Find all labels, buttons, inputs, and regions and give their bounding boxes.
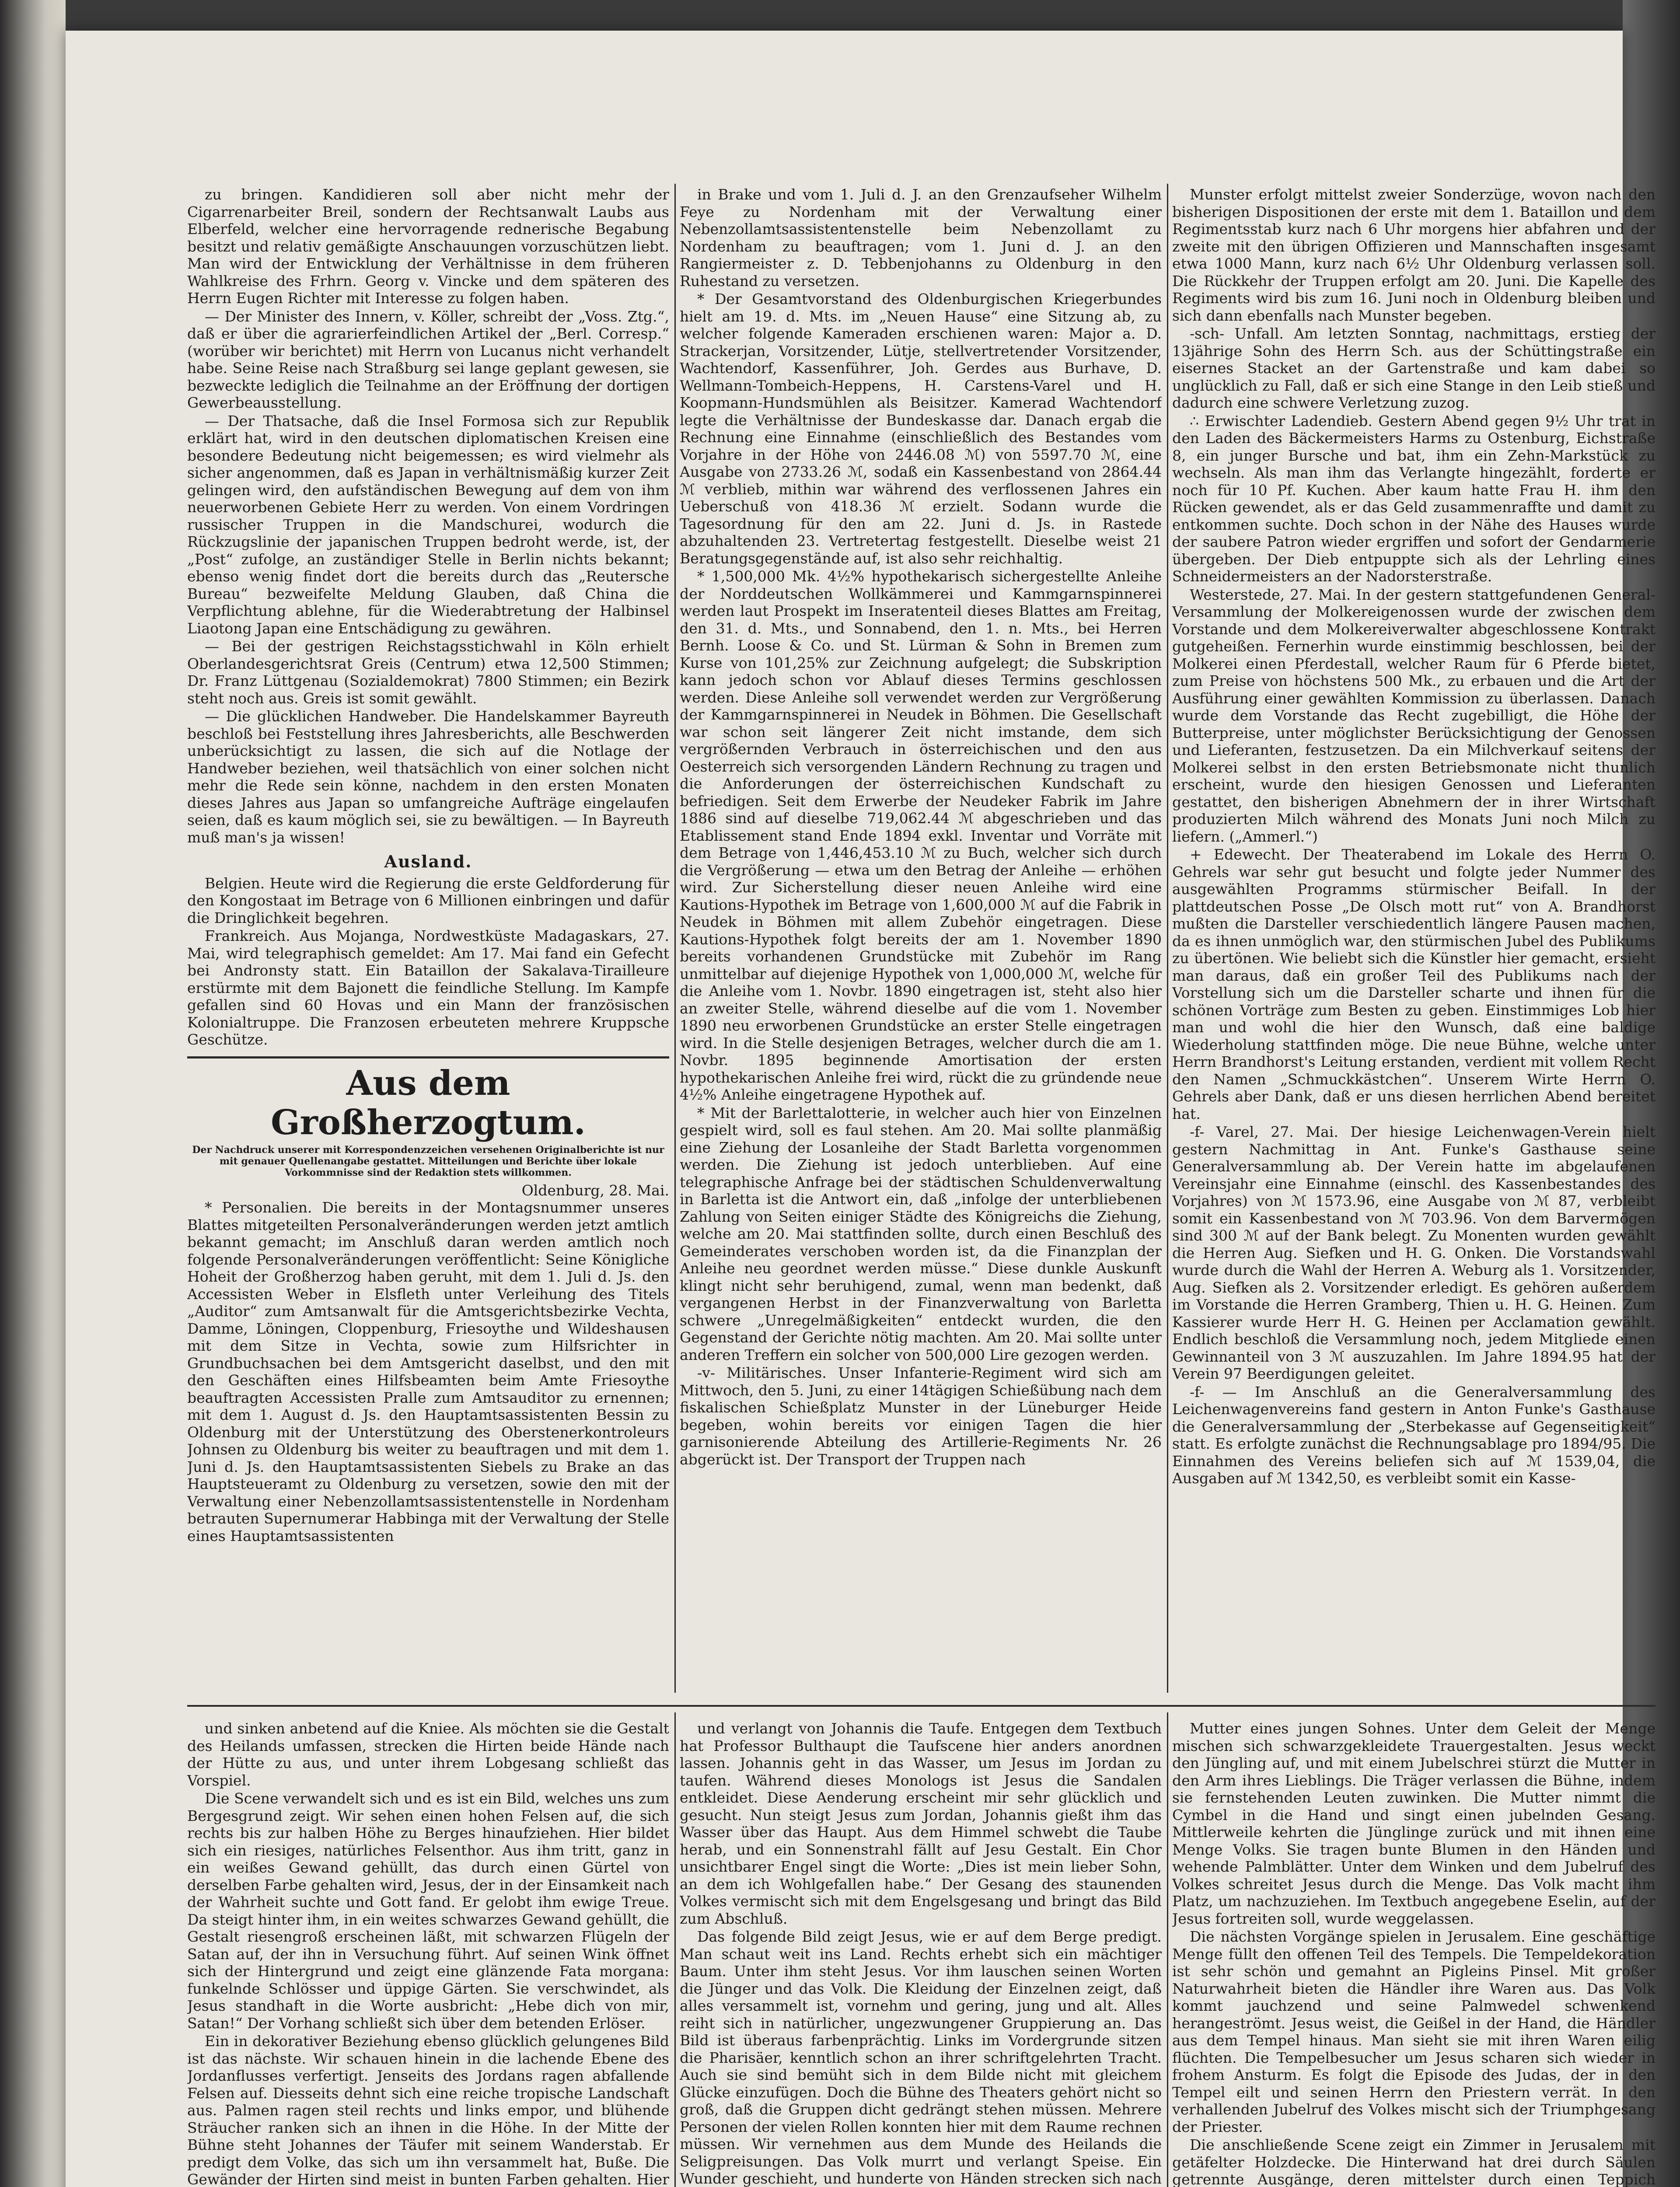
article-paragraph: Belgien. Heute wird die Regierung die erste Geldforderung für den Kongostaat im Betrage von 6 Millionen einbringen und dafür die Dringlichkeit begehren. xyxy=(187,874,669,926)
column-divider xyxy=(674,1712,676,2187)
article-paragraph: -f- — Im Anschluß an die Generalversammlung des Leichenwagenvereins fand gestern in Anton Funke's Gasthause die Generalversammlung der „Sterbekasse auf Gegenseitigkeit“ statt. Es erfolgte zunächst die Rechnungsablage pro 1894/95. Die Einnahmen des Vereins beliefen sich auf ℳ 1539,04, die Ausgaben auf ℳ 1342,50, es verbleibt somit ein Kasse- xyxy=(1172,1383,1656,1487)
column-divider xyxy=(1167,1712,1168,2187)
article-paragraph: — Der Thatsache, daß die Insel Formosa sich zur Republik erklärt hat, wird in den deutschen diplomatischen Kreisen eine besondere Bedeutung nicht beigemessen; es wird vielmehr als sicher angenommen, daß es Japan in verhältnismäßig kurzer Zeit gelingen wird, den aufständischen Bewegung auf dem von ihm neuerworbenen Gebiete Herr zu werden. Von einem Vordringen russischer Truppen in die Mandschurei, wodurch die Rückzugslinie der japanischen Truppen bedroht werde, ist, der „Post“ zufolge, an zuständiger Stelle in Berlin nichts bekannt; ebenso wenig findet dort die bereits durch das „Reutersche Bureau“ bezweifelte Meldung Glauben, daß China die Verpflichtung ablehne, für die Wiederabtretung der Halbinsel Liaotong Japan eine Entschädigung zu gewähren. xyxy=(187,412,669,637)
article-paragraph: Mutter eines jungen Sohnes. Unter dem Geleit der Menge mischen sich schwarzgekleidete Trauergestalten. Jesus weckt den Jüngling auf, und mit einem Jubelschrei stürzt die Mutter in den Arm ihres Lieblings. Die Träger verlassen die Bühne, indem sie fernstehenden Leuten zuwinken. Die Mutter nimmt die Cymbel in die Hand und singt einen jubelnden Gesang. Mittlerweile kehrten die Jünglinge zurück und mit ihnen eine Menge Volks. Sie tragen bunte Blumen in den Händen und wehende Palmblätter. Unter dem Winken und dem Jubelruf des Volkes schreitet Jesus durch die Menge. Das Volk macht ihm Platz, um nachzuziehen. Im Textbuch angegebene Eselin, auf der Jesus fortreiten soll, wurde weggelassen. xyxy=(1172,1720,1656,1927)
article-paragraph: Ein in dekorativer Beziehung ebenso glücklich gelungenes Bild ist das nächste. Wir schauen hinein in die lachende Ebene des Jordanflusses verfertigt. Jenseits des Jordans ragen abfallende Felsen auf. Diesseits dehnt sich eine reiche tropische Landschaft aus. Palmen ragen steil rechts und links empor, und blühende Sträucher ranken sich an ihnen in die Höhe. In der Mitte der Bühne steht Johannes der Täufer mit seinem Wanderstab. Er predigt dem Volke, das sich um ihn versammelt hat, Buße. Die Gewänder der Hirten sind meist in bunten Farben gehalten. Hier xyxy=(187,2033,669,2187)
feuilleton-column-3 xyxy=(1172,1720,1656,2187)
column-2 xyxy=(680,186,1162,1691)
column-1 xyxy=(187,186,669,1691)
article-paragraph: Frankreich. Aus Mojanga, Nordwestküste Madagaskars, 27. Mai, wird telegraphisch gemeldet: Am 17. Mai fand ein Gefecht bei Andronsty statt. Ein Bataillon der Sakalava-Tirailleure erstürmte mit dem Bajonett die feindliche Stellung. Im Kampfe gefallen sind 60 Hovas und ein Mann der französischen Kolonialtruppe. Die Franzosen erbeuteten mehrere Kruppsche Geschütze. xyxy=(187,927,669,1048)
column-divider xyxy=(674,184,676,1693)
article-paragraph: Das folgende Bild zeigt Jesus, wie er auf dem Berge predigt. Man schaut weit ins Land. Rechts erhebt sich ein mächtiger Baum. Unter ihm steht Jesus. Vor ihm lauschen seinen Worten die Jünger und das Volk. Die Kleidung der Einzelnen zeigt, daß alles versammelt ist, vornehm und gering, jung und alt. Alles reiht sich in natürlicher, ungezwungener Gruppierung an. Das Bild ist überaus farbenprächtig. Links im Vordergrunde sitzen die Pharisäer, kenntlich schon an ihrer schriftgelehrten Tracht. Auch sie sind bemüht sich in dem Bilde nicht mit gleichem Glücke einzufügen. Doch die Bühne des Theaters gehört nicht so groß, daß die Gruppen dicht gedrängt stehen müssen. Mehrere Personen der vielen Rollen konnten hier mit dem Raume rechnen müssen. Wir vernehmen aus dem Munde des Heilands die Seligpreisungen. Das Volk murrt und verlangt Speise. Ein Wunder geschieht, und hunderte von Händen strecken sich nach xyxy=(680,1928,1162,2187)
article-paragraph: + Edewecht. Der Theaterabend im Lokale des Herrn O. Gehrels war sehr gut besucht und folgte jeder Nummer des ausgewählten Programms stürmischer Beifall. In der plattdeutschen Posse „De Olsch mott rut“ von A. Brandhorst mußten die Darsteller verschiedentlich längere Pausen machen, da es ihnen unmöglich war, den stürmischen Jubel des Publikums zu übertönen. Wie beliebt sich die Künstler hier gemacht, ersieht man daraus, daß ein großer Teil des Publikums nach der Vorstellung sich um die Darsteller scharte und ihnen für die schönen Vorträge zum Besten zu geben. Einstimmiges Lob hier man und wohl die hier den Wunsch, daß eine baldige Wiederholung stattfinden möge. Die neue Bühne, welche unter Herrn Brandhorst's Leitung erstanden, verdient mit vollem Recht den Namen „Schmuckkästchen“. Unserem Wirte Herrn O. Gehrels aber Dank, daß er uns diesen herrlichen Abend bereitet hat. xyxy=(1172,846,1656,1122)
newspaper-page xyxy=(66,31,1656,2187)
article-paragraph: ∴ Erwischter Ladendieb. Gestern Abend gegen 9½ Uhr trat in den Laden des Bäckermeisters Harms zu Ostenburg, Eichstraße 8, ein junger Bursche und bat, ihm ein Zehn-Markstück zu wechseln. Als man ihm das Verlangte hingezählt, forderte er noch für 10 Pf. Kuchen. Aber kaum hatte Frau H. ihm den Rücken gewendet, als er das Geld zusammenraffte und damit zu entkommen suchte. Doch schon in der Nähe des Hauses wurde der saubere Patron wieder ergriffen und sofort der Gendarmerie übergeben. Der Dieb entpuppte sich als der Lehrling eines Schneidermeisters an der Nadorsterstraße. xyxy=(1172,412,1656,585)
article-paragraph: * 1,500,000 Mk. 4½% hypothekarisch sichergestellte Anleihe der Norddeutschen Wollkämmerei und Kammgarnspinnerei werden laut Prospekt im Inseratenteil dieses Blattes am Freitag, den 31. d. Mts., und Sonnabend, den 1. n. Mts., bei Herren Bernh. Loose & Co. und St. Lürman & Sohn in Bremen zum Kurse von 101,25% zur Zeichnung aufgelegt; die Subskription kann jedoch schon vor Ablauf dieses Termins geschlossen werden. Diese Anleihe soll verwendet werden zur Vergrößerung der Kammgarnspinnerei in Neudek in Böhmen. Die Gesellschaft war schon seit längerer Zeit nicht imstande, dem sich vergrößernden Verbrauch in österreichischen und den aus Oesterreich sich versorgenden Ländern Rechnung zu tragen und die Anforderungen der österreichischen Kundschaft zu befriedigen. Seit dem Erwerbe der Neudeker Fabrik im Jahre 1886 sind auf dieselbe 719,062.44 ℳ abgeschrieben und das Etablissement stand Ende 1894 exkl. Inventar und Vorräte mit dem Betrage von 1,446,453.10 ℳ zu Buch, welcher sich durch die Vergrößerung — etwa um den Betrag der Anleihe — erhöhen wird. Zur Sicherstellung dieser neuen Anleihe wird eine Kautions-Hypothek im Betrage von 1,600,000 ℳ auf die Fabrik in Neudek in Böhmen mit allem Zubehör eingetragen. Diese Kautions-Hypothek folgt bereits der am 1. November 1890 bereits vorhandenen Grundstücke mit Zubehör im Rang unmittelbar auf diejenige Hypothek von 1,000,000 ℳ, welche für die Anleihe vom 1. Novbr. 1890 eingetragen ist, steht also hier an zweiter Stelle, während dieselbe auf die vom 1. November 1890 neu erworbenen Grundstücke an erster Stelle eingetragen wird. In die Stelle desjenigen Betrages, welcher durch die am 1. Novbr. 1895 beginnende Amortisation der ersten hypothekarischen Anleihe frei wird, rückt die zu gründende neue 4½% Anleihe eingetragene Hypothek auf. xyxy=(680,568,1162,1103)
article-paragraph: -f- Varel, 27. Mai. Der hiesige Leichenwagen-Verein hielt gestern Nachmittag in Ant. Funke's Gasthause seine Generalversammlung ab. Der Verein hatte im abgelaufenen Vereinsjahr eine Einnahme (einschl. des Kassenbestandes des Vorjahres) von ℳ 1573.96, eine Ausgabe von ℳ 87, verbleibt somit ein Kassenbestand von ℳ 703.96. Von dem Barvermögen sind 300 ℳ auf der Bank belegt. Zu Monenten wurden gewählt die Herren Aug. Siefken und H. G. Onken. Die Vorstandswahl wurde durch die Wahl der Herren A. Weburg als 1. Vorsitzender, Aug. Siefken als 2. Vorsitzender erledigt. Es gehören außerdem im Vorstande die Herren Gramberg, Thien u. H. G. Heinen. Zum Kassierer wurde Herr H. G. Heinen per Acclamation gewählt. Endlich beschloß die Versammlung noch, jedem Mitgliede einen Gewinnanteil von 3 ℳ auszuzahlen. Im Jahre 1894.95 hat der Verein 97 Beerdigungen geleitet. xyxy=(1172,1123,1656,1382)
article-paragraph: * Der Gesamtvorstand des Oldenburgischen Kriegerbundes hielt am 19. d. Mts. im „Neuen Hause“ eine Sitzung ab, zu welcher folgende Kameraden erschienen waren: Major a. D. Strackerjan, Vorsitzender, Lütje, stellvertretender Vorsitzender, Wachtendorf, Kassenführer, Joh. Gerdes aus Burhave, D. Wellmann-Tombeich-Heppens, H. Carstens-Varel und H. Koopmann-Hundsmühlen als Beisitzer. Kamerad Wachtendorf legte die Verhältnisse der Bundeskasse dar. Danach ergab die Rechnung eine Einnahme (einschließlich des Bestandes vom Vorjahre in der Höhe von 2446.08 ℳ) von 5597.70 ℳ, eine Ausgabe von 2733.26 ℳ, sodaß ein Kassenbestand von 2864.44 ℳ verblieb, mithin war während des verflossenen Jahres ein Ueberschuß von 418.36 ℳ erzielt. Sodann wurde die Tagesordnung für den am 22. Juni d. Js. in Rastede abzuhaltenden 23. Vertretertag festgestellt. Dieselbe weist 21 Beratungsgegenstände auf, ist also sehr reichhaltig. xyxy=(680,290,1162,567)
column-divider xyxy=(1167,184,1168,1693)
feuilleton-column-2 xyxy=(680,1720,1162,2187)
article-paragraph: — Bei der gestrigen Reichstagsstichwahl in Köln erhielt Oberlandesgerichtsrat Greis (Centrum) etwa 12,500 Stimmen; Dr. Franz Lüttgenau (Sozialdemokrat) 7800 Stimmen; ein Bezirk steht noch aus. Greis ist somit gewählt. xyxy=(187,638,669,707)
dateline: Oldenburg, 28. Mai. xyxy=(521,1181,669,1199)
section-heading-grossherzogtum: Aus dem Großherzogtum. xyxy=(187,1056,669,1142)
article-paragraph: in Brake und vom 1. Juli d. J. an den Grenzaufseher Wilhelm Feye zu Nordenham mit der Verwaltung einer Nebenzollamtsassistentenstelle beim Nebenzollamt zu Nordenham zu beauftragen; vom 1. Juni d. J. an den Rangiermeister z. D. Tebbenjohanns zu Oldenburg in den Ruhestand zu versetzen. xyxy=(680,186,1162,290)
article-paragraph: * Mit der Barlettalotterie, in welcher auch hier von Einzelnen gespielt wird, soll es faul stehen. Am 20. Mai sollte planmäßig eine Ziehung der Losanleihe der Stadt Barletta vorgenommen werden. Die Ziehung ist jedoch unterblieben. Auf eine telegraphische Anfrage bei der städtischen Schuldenverwaltung in Barletta ist die Antwort ein, daß „infolge der unterbliebenen Zahlung von Seiten einiger Städte des Königreichs die Ziehung, welche am 20. Mai stattfinden sollte, durch einen Beschluß des Gemeinderates verschoben worden ist, da die Finanzplan der Anleihe neu geordnet werden müsse.“ Diese dunkle Auskunft klingt nicht sehr beruhigend, zumal, wenn man bedenkt, daß vergangenen Herbst in der Finanzverwaltung von Barletta schwere „Unregelmäßigkeiten“ entdeckt wurden, die den Gegenstand der Gerichte nötig machten. Am 20. Mai sollte unter anderen Treffern ein solcher von 500,000 Lire gezogen werden. xyxy=(680,1104,1162,1363)
article-paragraph: Die Scene verwandelt sich und es ist ein Bild, welches uns zum Bergesgrund zeigt. Wir sehen einen hohen Felsen auf, die sich rechts bis zur halben Höhe zu Berges hinaufziehen. Hier bildet sich ein riesiges, natürliches Felsenthor. Aus ihm tritt, ganz in ein weißes Gewand gehüllt, das durch einen Gürtel von derselben Farbe gehalten wird, Jesus, der in der Einsamkeit nach der Wahrheit suchte und Gott fand. Er gelobt ihm ewige Treue. Da steigt hinter ihm, in ein weites schwarzes Gewand gehüllt, die Gestalt riesengroß erscheinen läßt, mit schwarzen Flügeln der Satan auf, der ihn in Versuchung führt. Auf seinen Wink öffnet sich der Hintergrund und zeigt eine glänzende Fata morgana: funkelnde Schlösser und üppige Gärten. Sie verschwindet, als Jesus standhaft in die Worte ausbricht: „Hebe dich von mir, Satan!“ Der Vorhang schließt sich über dem betenden Erlöser. xyxy=(187,1790,669,2032)
article-paragraph: Die nächsten Vorgänge spielen in Jerusalem. Eine geschäftige Menge füllt den offenen Teil des Tempels. Die Tempeldekoration ist sehr schön und gemahnt an Pigleins Pinsel. Mit großer Naturwahrheit bieten die Händler ihre Waren aus. Das Volk kommt jauchzend und seine Palmwedel schwenkend herangeströmt. Jesus weist, die Geißel in der Hand, die Händler aus dem Tempel hinaus. Man sieht sie mit ihren Waren eilig flüchten. Die Tempelbesucher um Jesus scharen sich wieder in frohem Ansturm. Es folgt die Episode des Judas, der in den Tempel eilt und seinen Herrn den Priestern verrät. In den verhallenden Jubelruf des Volkes mischt sich der Triumphgesang der Priester. xyxy=(1172,1928,1656,2135)
article-paragraph: — Die glücklichen Handweber. Die Handelskammer Bayreuth beschloß bei Feststellung ihres Jahresberichts, alle Beschwerden unberücksichtigt zu lassen, die sich auf die Notlage der Handweber beziehen, weil thatsächlich von einer solchen nicht mehr die Rede sein könne, nachdem in den ersten Monaten dieses Jahres aus Japan so umfangreiche Aufträge eingelaufen seien, daß es kaum möglich sei, sie zu bewältigen. — In Bayreuth muß man's ja wissen! xyxy=(187,708,669,846)
reprint-note: Der Nachdruck unserer mit Korrespondenzzeichen versehenen Originalberichte ist nur mit genauer Quellenangabe gestattet. Mitteilungen und Berichte über lokale Vorkommnisse sind der Redaktion stets willkommen. xyxy=(192,1144,664,1178)
book-binding-edge xyxy=(0,0,66,2187)
article-paragraph: und verlangt von Johannis die Taufe. Entgegen dem Textbuch hat Professor Bulthaupt die Taufscene hier anders anordnen lassen. Johannis geht in das Wasser, um Jesus im Jordan zu taufen. Während dieses Monologs ist Jesus die Sandalen entkleidet. Diese Aenderung erscheint mir sehr glücklich und gesucht. Nun steigt Jesus zum Jordan, Johannis gießt ihm das Wasser über das Haupt. Aus dem Himmel schwebt die Taube herab, und ein Sonnenstrahl fällt auf Jesu Gestalt. Ein Chor unsichtbarer Engel singt die Worte: „Dies ist mein lieber Sohn, an dem ich Wohlgefallen habe.“ Der Gesang des staunenden Volkes vermischt sich mit dem Engelsgesang und bringt das Bild zum Abschluß. xyxy=(680,1720,1162,1927)
article-paragraph: -v- Militärisches. Unser Infanterie-Regiment wird sich am Mittwoch, den 5. Juni, zu einer 14tägigen Schießübung nach dem fiskalischen Schießplatz Munster in der Lüneburger Heide begeben, wohin bereits vor einigen Tagen die hier garnisonierende Abteilung des Artillerie-Regiments Nr. 26 abgerückt ist. Der Transport der Truppen nach xyxy=(680,1364,1162,1468)
article-paragraph: Westerstede, 27. Mai. In der gestern stattgefundenen General-Versammlung der Molkereigenossen wurde der zwischen dem Vorstande und dem Molkereiverwalter abgeschlossene Kontrakt gutgeheißen. Fernerhin wurde einstimmig beschlossen, bei der Molkerei einen Pferdestall, welcher Raum für 6 Pferde bietet, zum Preise von höchstens 500 Mk., zu erbauen und die Art der Ausführung einer gewählten Kommission zu überlassen. Danach wurde dem Vorstande das Recht zugebilligt, die Höhe der Butterpreise, unter möglichster Berücksichtigung der Genossen und Lieferanten, festzusetzen. Da ein Milchverkauf seitens der Molkerei selbst in den ersten Betriebsmonate nicht thunlich erscheint, wurde den hiesigen Genossen und Lieferanten gestattet, den bisherigen Abnehmern der in ihrer Wirtschaft produzierten Milch während des Monats Juni noch Milch zu liefern. („Ammerl.“) xyxy=(1172,586,1656,845)
article-paragraph: — Der Minister des Innern, v. Köller, schreibt der „Voss. Ztg.“, daß er über die agrarierfeindlichen Artikel der „Berl. Corresp.“ (worüber wir berichtet) mit Herrn von Lucanus nicht verhandelt habe. Seine Reise nach Straßburg sei lange geplant gewesen, sie bezweckte lediglich die Teilnahme an der Eröffnung der dortigen Gewerbeausstellung. xyxy=(187,307,669,411)
article-paragraph: zu bringen. Kandidieren soll aber nicht mehr der Cigarrenarbeiter Breil, sondern der Rechtsanwalt Laubs aus Elberfeld, welcher eine hervorragende rednerische Begabung besitzt und relativ gemäßigte Anschauungen vorzuschützen liebt. Man wird der Entwicklung der Verhältnisse in dem früheren Wahlkreise des Frhrn. Georg v. Vincke und dem späteren des Herrn Eugen Richter mit Interesse zu folgen haben. xyxy=(187,186,669,307)
article-paragraph: * Personalien. Die bereits in der Montagsnummer unseres Blattes mitgeteilten Personalveränderungen werden jetzt amtlich bekannt gemacht; im Anschluß daran werden amtlich noch folgende Personalveränderungen veröffentlicht: Seine Königliche Hoheit der Großherzog haben geruht, mit dem 1. Juli d. Js. den Accessisten Weber in Elsfleth unter Verleihung des Titels „Auditor“ zum Amtsanwalt für die Amtsgerichtsbezirke Vechta, Damme, Löningen, Cloppenburg, Friesoythe und Wildeshausen mit dem Sitze in Vechta, sowie zum Hilfsrichter in Grundbuchsachen bei dem Amtsgericht daselbst, und den mit den Geschäften eines Hilfsbeamten beim Amte Friesoythe beauftragten Accessisten Pralle zum Amtsauditor zu ernennen; mit dem 1. August d. Js. den Hauptamtsassistenten Bessin zu Oldenburg mit der Unterstützung des Oberstenerkontroleurs Johnsen zu Oldenburg bis weiter zu beauftragen und mit dem 1. Juni d. Js. den Hauptamtsassistenten Siebels zu Brake an das Hauptsteueramt zu Oldenburg zu versetzen, sowie den mit der Verwaltung einer Nebenzollamtsassistentenstelle in Nordenham betrauten Supernumerar Habbinga mit der Verwaltung der Stelle eines Hauptamtsassistenten xyxy=(187,1199,669,1544)
feuilleton-divider xyxy=(187,1705,1656,1707)
article-paragraph: Munster erfolgt mittelst zweier Sonderzüge, wovon nach den bisherigen Dispositionen der erste mit dem 1. Bataillon und dem Regimentsstab kurz nach 6 Uhr morgens hier abfahren und der zweite mit den übrigen Offizieren und Mannschaften insgesamt etwa 1000 Mann, kurz nach 6½ Uhr Oldenburg verlassen soll. Die Rückkehr der Truppen erfolgt am 20. Juni. Die Kapelle des Regiments wird bis zum 16. Juni noch in Oldenburg bleiben und sich dann ebenfalls nach Munster begeben. xyxy=(1172,186,1656,324)
article-paragraph: Die anschließende Scene zeigt ein Zimmer in Jerusalem mit getäfelter Holzdecke. Die Hinterwand hat drei durch Säulen getrennte Ausgänge, deren mittelster durch einen Teppich xyxy=(1172,2136,1656,2187)
article-paragraph: und sinken anbetend auf die Kniee. Als möchten sie die Gestalt des Heilands umfassen, strecken die Hirten beide Hände nach der Hütte zu aus, und unter ihrem Lobgesang schließt das Vorspiel. xyxy=(187,1720,669,1789)
feuilleton-column-1 xyxy=(187,1720,669,2187)
column-3 xyxy=(1172,186,1656,1691)
section-heading-ausland: Ausland. xyxy=(384,852,472,871)
article-paragraph: -sch- Unfall. Am letzten Sonntag, nachmittags, erstieg der 13jährige Sohn des Herrn Sch. aus der Schüttingstraße ein eisernes Stacket an der Gartenstraße und kam dabei so unglücklich zu Fall, daß er sich eine Stange in den Leib stieß und dadurch eine schwere Verletzung zuzog. xyxy=(1172,325,1656,411)
